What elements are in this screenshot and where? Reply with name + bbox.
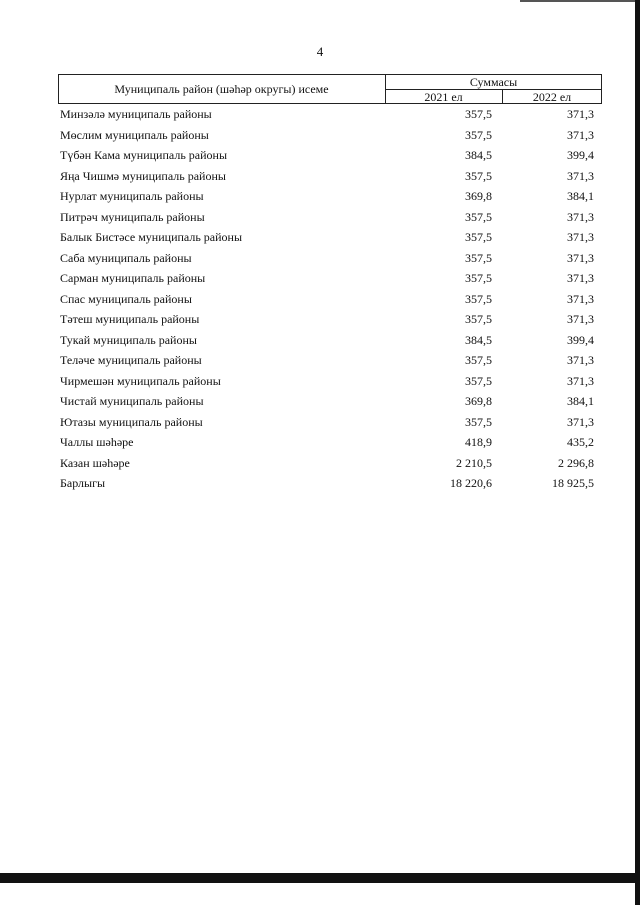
header-sum-column: Суммасы bbox=[469, 75, 518, 89]
row-value-2021: 384,5 bbox=[465, 148, 492, 162]
table-body bbox=[60, 104, 600, 494]
row-name: Ютазы муниципаль районы bbox=[60, 414, 203, 429]
row-value-2021: 384,5 bbox=[465, 332, 492, 347]
table-row bbox=[60, 432, 600, 453]
table-row bbox=[60, 350, 600, 371]
row-name: Теләче муниципаль районы bbox=[60, 353, 202, 367]
row-name: Яңа Чишмә муниципаль районы bbox=[60, 168, 226, 183]
table-row bbox=[60, 248, 600, 269]
table-row bbox=[60, 412, 600, 433]
row-value-2021: 357,5 bbox=[465, 373, 492, 388]
row-value-2021: 2 210,5 bbox=[456, 455, 492, 470]
scan-edge-bottom bbox=[0, 873, 640, 883]
row-value-2022: 371,3 bbox=[567, 107, 594, 121]
header-name-column: Муниципаль район (шәһәр округы) исеме bbox=[114, 82, 329, 96]
row-value-2022: 371,3 bbox=[567, 373, 594, 388]
table-row-total bbox=[60, 473, 600, 494]
row-value-2021: 357,5 bbox=[465, 168, 492, 183]
table-row bbox=[60, 104, 600, 125]
row-value-2022: 399,4 bbox=[567, 332, 594, 347]
row-value-2022: 384,1 bbox=[567, 189, 594, 203]
row-value-2022: 371,3 bbox=[567, 250, 594, 265]
row-value-2021: 357,5 bbox=[465, 127, 492, 142]
table-row bbox=[60, 145, 600, 166]
table-row bbox=[60, 330, 600, 351]
row-value-2022: 371,3 bbox=[567, 291, 594, 306]
table-row bbox=[60, 166, 600, 187]
row-name: Спас муниципаль районы bbox=[60, 291, 192, 306]
row-name: Барлыгы bbox=[60, 476, 106, 490]
row-value-2021: 357,5 bbox=[465, 312, 492, 326]
row-value-2022: 371,3 bbox=[567, 353, 594, 367]
row-value-2021: 369,8 bbox=[465, 394, 492, 408]
row-value-2021: 357,5 bbox=[465, 291, 492, 306]
row-value-2022: 371,3 bbox=[567, 230, 594, 244]
table-row bbox=[60, 309, 600, 330]
row-value-2022: 371,3 bbox=[567, 271, 594, 285]
row-name: Балык Бистәсе муниципаль районы bbox=[60, 230, 243, 244]
row-name: Чистай муниципаль районы bbox=[60, 394, 204, 408]
header-year-2021: 2021 ел bbox=[424, 90, 463, 104]
row-name: Питрәч муниципаль районы bbox=[60, 209, 205, 224]
row-name: Түбән Кама муниципаль районы bbox=[60, 148, 228, 162]
row-value-2022: 399,4 bbox=[567, 148, 594, 162]
header-year-2022: 2022 ел bbox=[532, 90, 572, 104]
page-number: 4 bbox=[316, 44, 324, 59]
table-row bbox=[60, 207, 600, 228]
row-name: Сарман муниципаль районы bbox=[60, 271, 206, 285]
row-value-2021: 357,5 bbox=[465, 107, 492, 121]
scan-edge-right bbox=[635, 0, 640, 905]
row-name: Саба муниципаль районы bbox=[60, 250, 192, 265]
row-name: Минзәлә муниципаль районы bbox=[60, 107, 212, 121]
row-value-2022: 371,3 bbox=[567, 127, 594, 142]
row-name: Чаллы шәһәре bbox=[60, 435, 134, 449]
table-row bbox=[60, 289, 600, 310]
row-value-2022: 371,3 bbox=[567, 414, 594, 429]
row-value-2022: 2 296,8 bbox=[558, 455, 594, 470]
row-value-2022: 371,3 bbox=[567, 312, 594, 326]
row-value-2021: 357,5 bbox=[465, 271, 492, 285]
scan-edge-top bbox=[520, 0, 640, 2]
row-name: Нурлат муниципаль районы bbox=[60, 189, 204, 203]
row-name: Чирмешән муниципаль районы bbox=[60, 373, 221, 388]
row-value-2022: 435,2 bbox=[567, 435, 594, 449]
table-row bbox=[60, 371, 600, 392]
table-row bbox=[60, 391, 600, 412]
row-name: Мөслим муниципаль районы bbox=[60, 127, 209, 142]
row-value-2022: 18 925,5 bbox=[552, 476, 594, 490]
row-value-2022: 371,3 bbox=[567, 168, 594, 183]
table-header bbox=[58, 74, 602, 104]
row-value-2021: 357,5 bbox=[465, 414, 492, 429]
row-value-2021: 18 220,6 bbox=[450, 476, 492, 490]
table-row bbox=[60, 453, 600, 474]
table-row bbox=[60, 268, 600, 289]
row-value-2021: 369,8 bbox=[465, 189, 492, 203]
row-value-2021: 357,5 bbox=[465, 209, 492, 224]
row-value-2021: 357,5 bbox=[465, 230, 492, 244]
row-value-2021: 418,9 bbox=[465, 435, 492, 449]
row-value-2022: 371,3 bbox=[567, 209, 594, 224]
table-row bbox=[60, 227, 600, 248]
table-row bbox=[60, 125, 600, 146]
row-value-2022: 384,1 bbox=[567, 394, 594, 408]
row-value-2021: 357,5 bbox=[465, 250, 492, 265]
row-name: Тукай муниципаль районы bbox=[60, 332, 197, 347]
row-value-2021: 357,5 bbox=[465, 353, 492, 367]
row-name: Казан шәһәре bbox=[60, 455, 130, 470]
table-row bbox=[60, 186, 600, 207]
row-name: Тәтеш муниципаль районы bbox=[60, 312, 200, 326]
